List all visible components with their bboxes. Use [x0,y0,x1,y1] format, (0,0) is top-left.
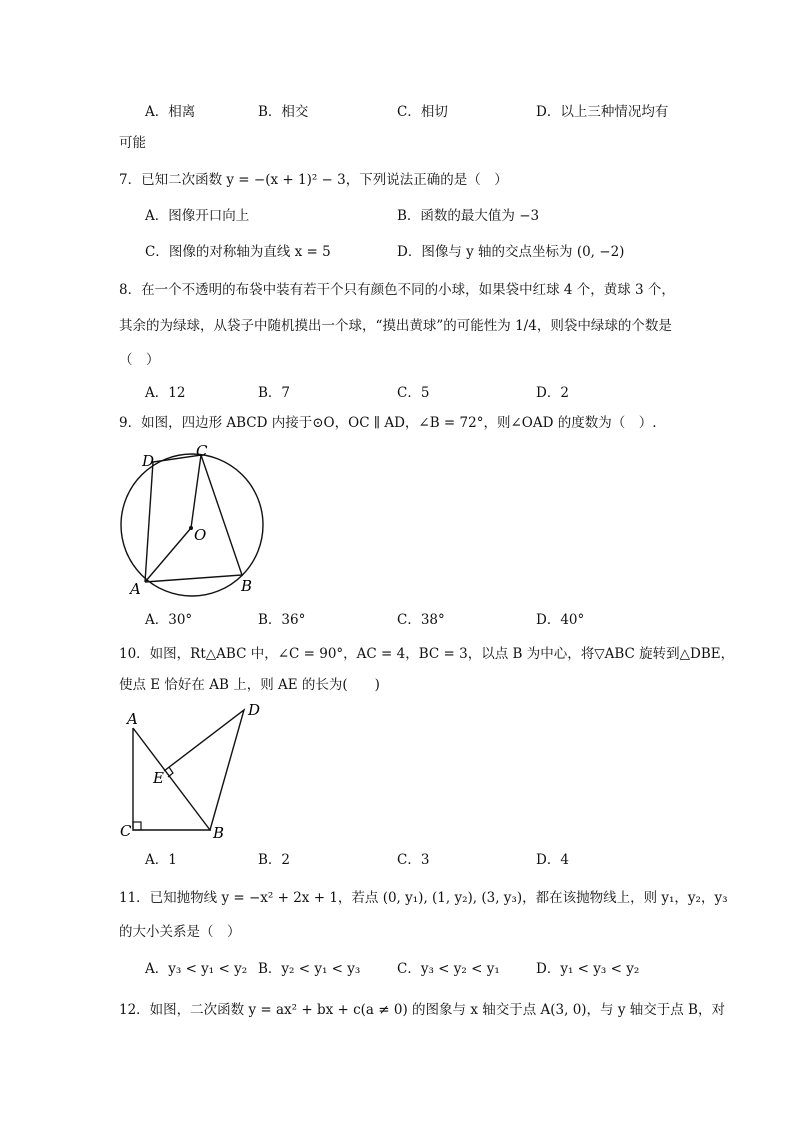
label-c: C [120,822,132,840]
q7-option-d: D．图像与 y 轴的交点坐标为 (0, −2) [397,244,625,260]
label-c: C [196,442,208,460]
q6-option-a: A．相离 [145,104,196,120]
label-d: D [142,452,155,470]
q10-option-a: A．1 [145,852,177,868]
q9-stem: 9．如图，四边形 ABCD 内接于⊙O，OC ∥ AD，∠B = 72°，则∠OAD 的度数为（ ）. [119,415,657,431]
q7-option-c: C．图像的对称轴为直线 x = 5 [145,244,331,260]
q10-option-b: B．2 [258,852,291,868]
q10-stem-line2: 使点 E 恰好在 AB 上，则 AE 的长为( ) [119,677,380,693]
q9-option-a: A．30° [145,612,193,628]
q7-option-b: B．函数的最大值为 −3 [397,208,540,224]
center-point-o [189,526,193,530]
q8-stem-line3: （ ） [119,352,160,368]
triangle-dbe [164,710,244,830]
q8-option-a: A．12 [145,385,186,401]
segment-oc [191,455,201,528]
label-a: A [130,580,141,598]
quadrilateral-abcd [145,455,242,582]
q10-triangle-figure [112,700,272,845]
q9-option-c: C．38° [397,612,445,628]
q11-stem-line2: 的大小关系是（ ） [119,924,241,940]
label-a: A [127,710,138,728]
label-d: D [248,701,261,719]
q10-option-c: C．3 [397,852,430,868]
q8-option-c: C．5 [397,385,430,401]
q11-option-d: D．y₁ < y₃ < y₂ [536,961,640,977]
q8-option-b: B．7 [258,385,291,401]
q9-option-d: D．40° [536,612,585,628]
q8-stem-line2: 其余的为绿球，从袋子中随机摸出一个球，“摸出黄球”的可能性为 1/4，则袋中绿球的个数是 [119,318,672,334]
q10-option-d: D．4 [536,852,569,868]
right-angle-mark-c [133,822,141,830]
segment-ao [145,528,191,582]
label-o: O [194,526,207,544]
q7-stem: 7．已知二次函数 y = −(x + 1)² − 3，下列说法正确的是（ ） [119,172,508,188]
q10-stem-line1: 10．如图，Rt△ABC 中，∠C = 90°，AC = 4，BC = 3，以点 B 为中心，将▽ABC 旋转到△DBE， [119,646,735,662]
q8-stem-line1: 8．在一个不透明的布袋中装有若干个只有颜色不同的小球，如果袋中红球 4 个，黄球 3 个， [119,282,675,298]
q6-option-d: D．以上三种情况均有 [536,104,669,120]
q11-option-b: B．y₂ < y₁ < y₃ [258,961,361,977]
label-b: B [213,824,225,842]
q9-circle-figure [112,440,282,600]
q9-option-b: B．36° [258,612,306,628]
q7-option-a: A．图像开口向上 [145,208,250,224]
triangle-abc [133,728,210,830]
q12-stem-line1: 12．如图，二次函数 y = ax² + bx + c(a ≠ 0) 的图象与 x 轴交于点 A(3, 0)，与 y 轴交于点 B，对 [119,1002,725,1018]
label-b: B [241,577,253,595]
q6-option-b: B．相交 [258,104,309,120]
q6-option-d-continuation: 可能 [119,135,146,151]
q11-option-c: C．y₃ < y₂ < y₁ [397,961,500,977]
q11-stem-line1: 11．已知抛物线 y = −x² + 2x + 1，若点 (0, y₁), (1, y₂), (3, y₃)，都在该抛物线上，则 y₁，y₂，y₃ [119,890,728,906]
q11-option-a: A．y₃ < y₁ < y₂ [145,961,248,977]
q8-option-d: D．2 [536,385,569,401]
label-e: E [153,769,164,787]
q6-option-c: C．相切 [397,104,448,120]
